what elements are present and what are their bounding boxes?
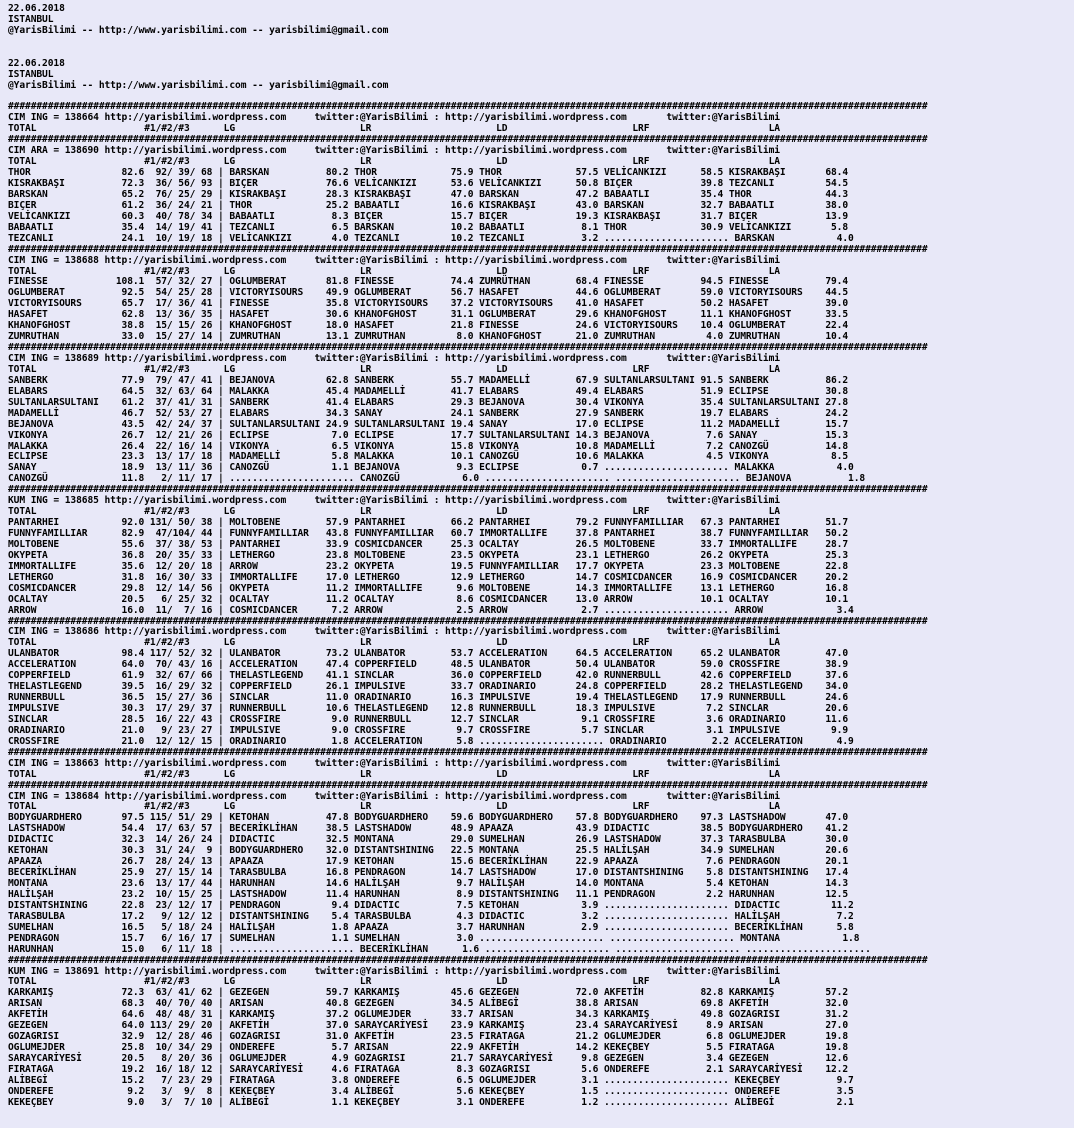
text-line: @YarisBilimi -- http://www.yarisbilimi.com -- yarisbilimi@gmail.com bbox=[8, 24, 389, 36]
horse-row: ALİBEGİ 15.2 7/ 23/ 29 | FIRATAGA 3.8 ONDEREFE 6.5 OGLUMEJDER 3.1 ...................... KEKEÇBEY 9.7 bbox=[8, 1074, 854, 1086]
horse-row: PANTARHEI 92.0 131/ 50/ 38 | MOLTOBENE 57.9 PANTARHEI 66.2 PANTARHEI 79.2 FUNNYFAMILLIAR 67.3 PANTARHEI 51.7 bbox=[8, 517, 849, 529]
separator-line: ################################################################################################################################################################## bbox=[8, 243, 928, 255]
horse-row: THELASTLEGEND 39.5 16/ 29/ 32 | COPPERFIELD 26.1 IMPULSIVE 33.7 ORADINARIO 24.8 COPPERFIELD 28.2 THELASTLEGEND 34.0 bbox=[8, 681, 849, 693]
race-header-line: KUM ING = 138691 http://yarisbilimi.wordpress.com twitter:@YarisBilimi : http://yarisbilimi.wordpress.com twitter:@YarisBilimi bbox=[8, 965, 780, 977]
horse-row: KEKEÇBEY 9.0 3/ 7/ 10 | ALİBEGİ 1.1 KEKEÇBEY 3.1 ONDEREFE 1.2 ...................... ALİBEGİ 2.1 bbox=[8, 1096, 854, 1108]
separator-line: ################################################################################################################################################################## bbox=[8, 615, 928, 627]
separator-line: ################################################################################################################################################################## bbox=[8, 342, 928, 354]
horse-row: MADAMELLİ 46.7 52/ 53/ 27 | ELABARS 34.3 SANAY 24.1 SANBERK 27.9 SANBERK 19.7 ELABARS 24.2 bbox=[8, 407, 849, 419]
race-header-line: CIM ARA = 138690 http://yarisbilimi.wordpress.com twitter:@YarisBilimi : http://yarisbilimi.wordpress.com twitter:@YarisBilimi bbox=[8, 145, 780, 157]
horse-row: BIÇER 61.2 36/ 24/ 21 | THOR 25.2 BABAATLI 16.6 KISRAKBAŞI 43.0 BARSKAN 32.7 BABAATLI 38.0 bbox=[8, 199, 849, 211]
horse-row: ECLIPSE 23.3 13/ 17/ 18 | MADAMELLİ 5.8 MALAKKA 10.1 CANOZGÜ 10.6 MALAKKA 4.5 VIKONYA 8.5 bbox=[8, 451, 849, 463]
column-header-line: TOTAL #1/#2/#3 LG LR LD LRF LA bbox=[8, 768, 780, 780]
text-line: ISTANBUL bbox=[8, 13, 54, 25]
column-header-line: TOTAL #1/#2/#3 LG LR LD LRF LA bbox=[8, 156, 780, 168]
horse-row: MONTANA 23.6 13/ 17/ 44 | HARUNHAN 14.6 HALİLŞAH 9.7 HALİLŞAH 14.0 MONTANA 5.4 KETOHAN 14.3 bbox=[8, 878, 849, 889]
horse-row: OGLUMEJDER 25.8 10/ 34/ 29 | ONDEREFE 5.7 ARISAN 22.9 AKFETİH 14.2 KEKEÇBEY 5.5 FIRATAGA 19.8 bbox=[8, 1042, 849, 1054]
text-line: @YarisBilimi -- http://www.yarisbilimi.com -- yarisbilimi@gmail.com bbox=[8, 79, 389, 91]
horse-row: ACCELERATION 64.0 70/ 43/ 16 | ACCELERATION 47.4 COPPERFIELD 48.5 ULANBATOR 50.4 ULANBATOR 59.0 CROSSFIRE 38.9 bbox=[8, 659, 849, 671]
horse-row: FIRATAGA 19.2 16/ 18/ 12 | SARAYCARİYESİ 4.6 FIRATAGA 8.3 GOZAGRISI 5.6 ONDEREFE 2.1 SARAYCARİYESİ 12.2 bbox=[8, 1063, 849, 1075]
horse-row: DIDACTIC 32.3 14/ 26/ 24 | DIDACTIC 32.5 MONTANA 29.0 SUMELHAN 26.9 LASTSHADOW 37.3 TARASBULBA 30.0 bbox=[8, 834, 849, 846]
horse-row: FINESSE 108.1 57/ 32/ 27 | OGLUMBERAT 81.8 FINESSE 74.4 ZUMRÜTHAN 68.4 FINESSE 94.5 FINESSE 79.4 bbox=[8, 276, 849, 288]
horse-row: KARKAMIŞ 72.3 63/ 41/ 62 | GEZEGEN 59.7 KARKAMIŞ 45.6 GEZEGEN 72.0 AKFETİH 82.8 KARKAMIŞ 57.2 bbox=[8, 987, 849, 999]
column-header-line: TOTAL #1/#2/#3 LG LR LD LRF LA bbox=[8, 637, 780, 649]
horse-row: ARROW 16.0 11/ 7/ 16 | COSMICDANCER 7.2 ARROW 2.5 ARROW 2.7 ...................... ARROW 3.4 bbox=[8, 604, 854, 616]
horse-row: SANAY 18.9 13/ 11/ 36 | CANOZGÜ 1.1 BEJANOVA 9.3 ECLIPSE 0.7 ...................... MALAKKA 4.0 bbox=[8, 462, 854, 474]
horse-row: SULTANLARSULTANI 61.2 37/ 41/ 31 | SANBERK 41.4 ELABARS 29.3 BEJANOVA 30.4 VIKONYA 35.4 SULTANLARSULTANI 27.8 bbox=[8, 396, 849, 408]
column-header-line: TOTAL #1/#2/#3 LG LR LD LRF LA bbox=[8, 265, 780, 277]
race-header-line: CIM ING = 138686 http://yarisbilimi.wordpress.com twitter:@YarisBilimi : http://yarisbilimi.wordpress.com twitter:@YarisBilimi bbox=[8, 626, 780, 638]
separator-line: ################################################################################################################################################################## bbox=[8, 779, 928, 791]
horse-row: GEZEGEN 64.0 113/ 29/ 20 | AKFETİH 37.0 SARAYCARİYESİ 23.9 KARKAMIŞ 23.4 SARAYCARİYESİ 8.9 ARISAN 27.0 bbox=[8, 1020, 849, 1032]
horse-row: SANBERK 77.9 79/ 47/ 41 | BEJANOVA 62.8 SANBERK 55.7 MADAMELLİ 67.9 SULTANLARSULTANI 91.5 SANBERK 86.2 bbox=[8, 374, 849, 386]
horse-row: IMMORTALLIFE 35.6 12/ 20/ 18 | ARROW 23.2 OKYPETA 19.5 FUNNYFAMILLIAR 17.7 OKYPETA 23.3 MOLTOBENE 22.8 bbox=[8, 560, 849, 572]
separator-line: ################################################################################################################################################################## bbox=[8, 101, 928, 113]
horse-row: LETHERGO 31.8 16/ 30/ 33 | IMMORTALLIFE 17.0 LETHERGO 12.9 LETHERGO 14.7 COSMICDANCER 16.9 COSMICDANCER 20.2 bbox=[8, 571, 849, 583]
horse-row: BEJANOVA 43.5 42/ 24/ 37 | SULTANLARSULTANI 24.9 SULTANLARSULTANI 19.4 SANAY 17.0 ECLIPSE 11.2 MADAMELLİ 15.7 bbox=[8, 418, 849, 430]
horse-row: DISTANTSHINING 22.8 23/ 12/ 17 | PENDRAGON 9.4 DIDACTIC 7.5 KETOHAN 3.9 ...................... DIDACTIC 11.2 bbox=[8, 899, 854, 911]
horse-row: ARISAN 68.3 40/ 70/ 40 | ARISAN 40.8 GEZEGEN 34.5 ALİBEGİ 38.8 ARISAN 69.8 AKFETİH 32.0 bbox=[8, 998, 849, 1010]
horse-row: OCALTAY 20.5 6/ 25/ 32 | OCALTAY 11.2 OCALTAY 8.6 COSMICDANCER 13.0 ARROW 10.1 OCALTAY 10.1 bbox=[8, 593, 849, 605]
horse-row: COPPERFIELD 61.9 32/ 67/ 66 | THELASTLEGEND 41.1 SINCLAR 36.0 COPPERFIELD 42.0 RUNNERBULL 42.6 COPPERFIELD 37.6 bbox=[8, 670, 849, 682]
horse-row: FUNNYFAMILLIAR 82.9 47/104/ 44 | FUNNYFAMILLIAR 43.8 FUNNYFAMILLIAR 60.7 IMMORTALLIFE 37.8 PANTARHEI 38.7 FUNNYFAMILLIAR 50.2 bbox=[8, 528, 849, 539]
horse-row: ONDEREFE 9.2 3/ 9/ 8 | KEKEÇBEY 3.4 ALİBEGİ 5.6 KEKEÇBEY 1.5 ...................... ONDEREFE 3.5 bbox=[8, 1085, 854, 1097]
horse-row: KISRAKBAŞI 72.3 36/ 56/ 93 | BIÇER 76.6 VELİCANKIZI 53.6 VELİCANKIZI 50.8 BIÇER 39.8 TEZCANLI 54.5 bbox=[8, 178, 849, 189]
horse-row: VIKONYA 26.7 12/ 21/ 26 | ECLIPSE 7.0 ECLIPSE 17.7 SULTANLARSULTANI 14.3 BEJANOVA 7.6 SANAY 15.3 bbox=[8, 429, 849, 441]
race-header-line: CIM ING = 138684 http://yarisbilimi.wordpress.com twitter:@YarisBilimi : http://yarisbilimi.wordpress.com twitter:@YarisBilimi bbox=[8, 790, 780, 802]
horse-row: ZUMRUTHAN 33.0 15/ 27/ 14 | ZUMRUTHAN 13.1 ZUMRUTHAN 8.0 KHANOFGHOST 21.0 ZUMRUTHAN 4.0 ZUMRUTHAN 10.4 bbox=[8, 331, 849, 343]
horse-row: COSMICDANCER 29.8 12/ 14/ 56 | OKYPETA 11.2 IMMORTALLIFE 9.6 MOLTOBENE 14.3 IMMORTALLIFE 13.1 LETHERGO 16.8 bbox=[8, 582, 849, 594]
horse-row: OGLUMBERAT 92.5 54/ 25/ 28 | VICTORYISOURS 49.9 OGLUMBERAT 56.7 HASAFET 44.6 OGLUMBERAT 59.0 VICTORYISOURS 44.5 bbox=[8, 287, 849, 299]
horse-row: APAAZA 26.7 28/ 24/ 13 | APAAZA 17.9 KETOHAN 15.6 BECERİKLİHAN 22.9 APAAZA 7.6 PENDRAGON 20.1 bbox=[8, 856, 849, 868]
horse-row: ELABARS 64.5 32/ 63/ 64 | MALAKKA 45.4 MADAMELLİ 41.7 ELABARS 49.4 ELABARS 51.9 ECLIPSE 30.8 bbox=[8, 385, 849, 397]
horse-row: TEZCANLI 24.1 10/ 19/ 18 | VELİCANKIZI 4.0 TEZCANLI 10.2 TEZCANLI 3.2 ...................... BARSKAN 4.0 bbox=[8, 232, 854, 244]
horse-row: SINCLAR 28.5 16/ 22/ 43 | CROSSFIRE 9.0 RUNNERBULL 12.7 SINCLAR 9.1 CROSSFIRE 3.6 ORADINARIO 11.6 bbox=[8, 713, 849, 725]
horse-row: OKYPETA 36.8 20/ 35/ 33 | LETHERGO 23.8 MOLTOBENE 23.5 OKYPETA 23.1 LETHERGO 26.2 OKYPETA 25.3 bbox=[8, 549, 849, 561]
column-header-line: TOTAL #1/#2/#3 LG LR LD LRF LA bbox=[8, 363, 780, 375]
horse-row: CANOZGÜ 11.8 2/ 11/ 17 | ...................... CANOZGÜ 6.0 ...................... ...................... BEJANOVA 1.8 bbox=[8, 473, 866, 485]
separator-line: ################################################################################################################################################################## bbox=[8, 954, 928, 966]
column-header-line: TOTAL #1/#2/#3 LG LR LD LRF LA bbox=[8, 506, 780, 518]
horse-row: AKFETİH 64.6 48/ 48/ 31 | KARKAMIŞ 37.2 OGLUMEJDER 33.7 ARISAN 34.3 KARKAMIŞ 49.8 GOZAGRISI 31.2 bbox=[8, 1009, 849, 1021]
horse-row: BODYGUARDHERO 97.5 115/ 51/ 29 | KETOHAN 47.8 BODYGUARDHERO 59.6 BODYGUARDHERO 57.8 BODYGUARDHERO 97.3 LASTSHADOW 47.0 bbox=[8, 812, 849, 824]
horse-row: SUMELHAN 16.5 5/ 18/ 24 | HALİLŞAH 1.8 APAAZA 3.7 HARUNHAN 2.9 ...................... BECERİKLİHAN 5.8 bbox=[8, 921, 854, 933]
horse-row: TARASBULBA 17.2 9/ 12/ 12 | DISTANTSHINING 5.4 TARASBULBA 4.3 DIDACTIC 3.2 ...................... HALİLŞAH 7.2 bbox=[8, 910, 854, 922]
separator-line: ################################################################################################################################################################## bbox=[8, 134, 928, 146]
column-header-line: TOTAL #1/#2/#3 LG LR LD LRF LA bbox=[8, 976, 780, 988]
date-line: 22.06.2018 bbox=[8, 3, 65, 14]
horse-row: RUNNERBULL 36.5 15/ 27/ 36 | SINCLAR 11.0 ORADINARIO 16.3 IMPULSIVE 19.4 THELASTLEGEND 17.9 RUNNERBULL 24.6 bbox=[8, 692, 849, 704]
column-header-line: TOTAL #1/#2/#3 LG LR LD LRF LA bbox=[8, 123, 780, 135]
race-header-line: CIM ING = 138689 http://yarisbilimi.wordpress.com twitter:@YarisBilimi : http://yarisbilimi.wordpress.com twitter:@YarisBilimi bbox=[8, 353, 780, 364]
horse-row: VELİCANKIZI 60.3 40/ 78/ 34 | BABAATLI 8.3 BIÇER 15.7 BIÇER 19.3 KISRAKBAŞI 31.7 BIÇER 13.9 bbox=[8, 210, 849, 222]
horse-row: IMPULSIVE 30.3 17/ 29/ 37 | RUNNERBULL 10.6 THELASTLEGEND 12.8 RUNNERBULL 18.3 IMPULSIVE 7.2 SINCLAR 20.6 bbox=[8, 703, 849, 714]
horse-row: MOLTOBENE 55.6 37/ 38/ 53 | PANTARHEI 33.9 COSMICDANCER 25.3 OCALTAY 26.5 MOLTOBENE 33.7 IMMORTALLIFE 28.7 bbox=[8, 538, 849, 550]
horse-row: ORADINARIO 21.0 9/ 23/ 27 | IMPULSIVE 9.0 CROSSFIRE 9.7 CROSSFIRE 5.7 SINCLAR 3.1 IMPULSIVE 9.9 bbox=[8, 724, 849, 736]
race-header-line: CIM ING = 138663 http://yarisbilimi.wordpress.com twitter:@YarisBilimi : http://yarisbilimi.wordpress.com twitter:@YarisBilimi bbox=[8, 757, 780, 769]
horse-row: HASAFET 62.8 13/ 36/ 35 | HASAFET 30.6 KHANOFGHOST 31.1 OGLUMBERAT 29.6 KHANOFGHOST 11.1 KHANOFGHOST 33.5 bbox=[8, 309, 849, 321]
horse-row: MALAKKA 26.4 22/ 16/ 14 | VIKONYA 6.5 VIKONYA 15.8 VIKONYA 10.8 MADAMELLİ 7.2 CANOZGÜ 14.8 bbox=[8, 440, 849, 452]
date-line: 22.06.2018 bbox=[8, 57, 65, 69]
horse-row: HARUNHAN 15.0 6/ 11/ 18 | ...................... BECERİKLİHAN 1.6 ...................... ...................... ...................... bbox=[8, 943, 871, 955]
blank-line bbox=[8, 37, 1074, 48]
horse-row: BECERİKLİHAN 25.9 27/ 15/ 14 | TARASBULBA 16.8 PENDRAGON 14.7 LASTSHADOW 17.0 DISTANTSHINING 5.8 DISTANTSHINING 17.4 bbox=[8, 867, 849, 879]
race-header-line: KUM ING = 138685 http://yarisbilimi.wordpress.com twitter:@YarisBilimi : http://yarisbilimi.wordpress.com twitter:@YarisBilimi bbox=[8, 495, 780, 507]
race-header-line: CIM ING = 138688 http://yarisbilimi.wordpress.com twitter:@YarisBilimi : http://yarisbilimi.wordpress.com twitter:@YarisBilimi bbox=[8, 254, 780, 266]
horse-row: THOR 82.6 92/ 39/ 68 | BARSKAN 80.2 THOR 75.9 THOR 57.5 VELİCANKIZI 58.5 KISRAKBAŞI 68.4 bbox=[8, 167, 849, 179]
separator-line: ################################################################################################################################################################## bbox=[8, 484, 928, 496]
horse-row: HALİLŞAH 23.2 10/ 15/ 25 | LASTSHADOW 11.4 HARUNHAN 8.9 DISTANTSHINING 11.1 PENDRAGON 2.2 HARUNHAN 12.5 bbox=[8, 888, 849, 900]
horse-row: BABAATLI 35.4 14/ 19/ 41 | TEZCANLI 6.5 BARSKAN 10.2 BABAATLI 8.1 THOR 30.9 VELİCANKIZI 5.8 bbox=[8, 221, 849, 233]
race-header-line: CIM ING = 138664 http://yarisbilimi.wordpress.com twitter:@YarisBilimi : http://yarisbilimi.wordpress.com twitter:@YarisBilimi bbox=[8, 112, 780, 124]
horse-row: CROSSFIRE 21.0 12/ 12/ 15 | ORADINARIO 1.8 ACCELERATION 5.8 ...................... ORADINARIO 2.2 ACCELERATION 4.9 bbox=[8, 735, 854, 747]
horse-row: GOZAGRISI 32.9 12/ 28/ 46 | GOZAGRISI 31.0 AKFETİH 23.5 FIRATAGA 21.2 OGLUMEJDER 6.8 OGLUMEJDER 19.8 bbox=[8, 1031, 849, 1043]
horse-row: PENDRAGON 15.7 6/ 16/ 17 | SUMELHAN 1.1 SUMELHAN 3.0 ...................... ...................... MONTANA 1.8 bbox=[8, 932, 860, 944]
horse-row: ULANBATOR 98.4 117/ 52/ 32 | ULANBATOR 73.2 ULANBATOR 53.7 ACCELERATION 64.5 ACCELERATION 65.2 ULANBATOR 47.0 bbox=[8, 648, 849, 660]
column-header-line: TOTAL #1/#2/#3 LG LR LD LRF LA bbox=[8, 801, 780, 813]
horse-row: SARAYCARİYESİ 20.5 8/ 20/ 36 | OGLUMEJDER 4.9 GOZAGRISI 21.7 SARAYCARİYESİ 9.8 GEZEGEN 3.4 GEZEGEN 12.6 bbox=[8, 1053, 849, 1064]
horse-row: LASTSHADOW 54.4 17/ 63/ 57 | BECERİKLİHAN 38.5 LASTSHADOW 48.9 APAAZA 43.9 DIDACTIC 38.5 BODYGUARDHERO 41.2 bbox=[8, 823, 849, 835]
text-line: ISTANBUL bbox=[8, 68, 54, 80]
separator-line: ################################################################################################################################################################## bbox=[8, 746, 928, 758]
blank-line bbox=[8, 48, 1074, 59]
horse-row: KETOHAN 30.3 31/ 24/ 9 | BODYGUARDHERO 32.0 DISTANTSHINING 22.5 MONTANA 25.5 HALİLŞAH 34.9 SUMELHAN 20.6 bbox=[8, 845, 849, 857]
horse-row: BARSKAN 65.2 76/ 25/ 29 | KISRAKBAŞI 28.3 KISRAKBAŞI 47.0 BARSKAN 47.2 BABAATLI 35.4 THOR 44.3 bbox=[8, 188, 849, 200]
horse-row: VICTORYISOURS 65.7 17/ 36/ 41 | FINESSE 35.8 VICTORYISOURS 37.2 VICTORYISOURS 41.0 HASAFET 50.2 HASAFET 39.0 bbox=[8, 298, 849, 310]
horse-row: KHANOFGHOST 38.8 15/ 15/ 26 | KHANOFGHOST 18.0 HASAFET 21.8 FINESSE 24.6 VICTORYISOURS 10.4 OGLUMBERAT 22.4 bbox=[8, 320, 849, 332]
